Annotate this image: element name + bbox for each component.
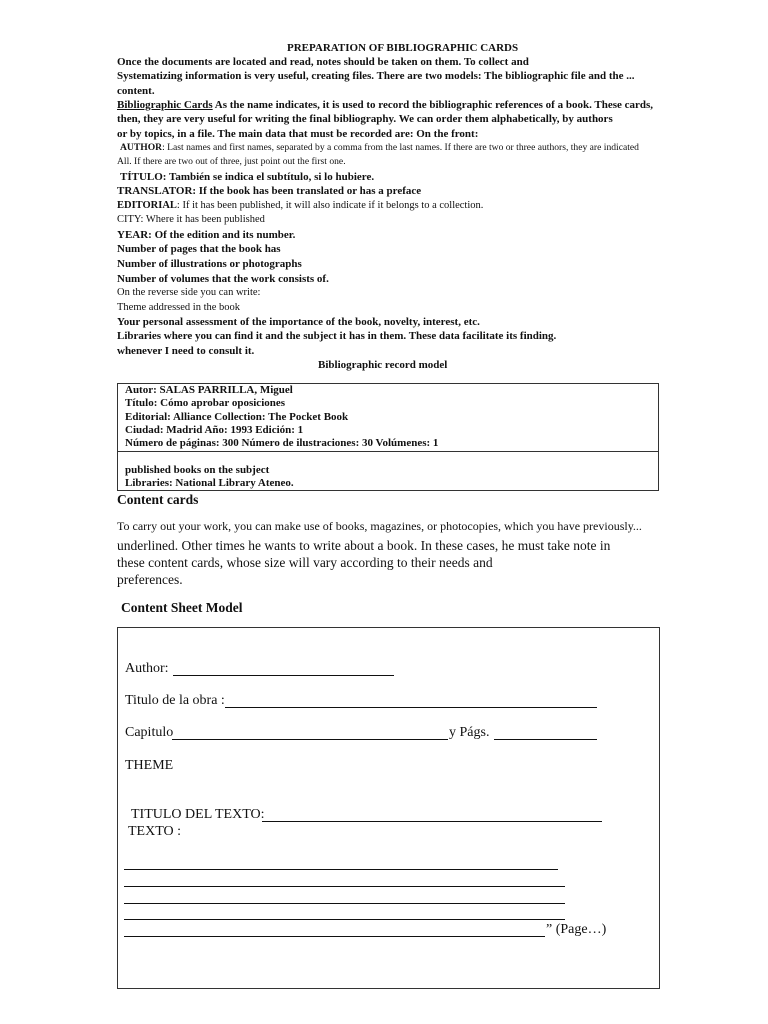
content-para-2: underlined. Other times he wants to write about a book. In these cases, he must take note in bbox=[117, 538, 611, 553]
sheet-page-ref: ” (Page…) bbox=[546, 922, 607, 937]
bib-line-3: or by topics, in a file. The main data that must be recorded are: On the front: bbox=[117, 128, 479, 140]
city-label: CITY bbox=[117, 214, 141, 225]
sheet-text-line-4 bbox=[124, 919, 565, 920]
sheet-text-line-3 bbox=[124, 903, 565, 904]
bib-heading: Bibliographic Cards bbox=[117, 99, 213, 111]
illustrations-line: Number of illustrations or photographs bbox=[117, 258, 302, 270]
city-line bbox=[117, 214, 265, 225]
sheet-text-line-2 bbox=[124, 886, 565, 887]
intro-line-2: Systematizing information is very useful, creating files. There are two models: The bibliographic file and the ... bbox=[117, 70, 635, 82]
intro-line-1: Once the documents are located and read, notes should be taken on them. To collect and bbox=[117, 56, 529, 68]
content-para-4: preferences. bbox=[117, 572, 183, 587]
content-para-1: To carry out your work, you can make use of books, magazines, or photocopies, which you have previously... bbox=[117, 519, 642, 533]
sheet-titulo-obra-label: Titulo de la obra : bbox=[125, 693, 225, 708]
card-ciudad: Ciudad: Madrid Año: 1993 Edición: 1 bbox=[125, 424, 304, 436]
sheet-text-line-1 bbox=[124, 869, 558, 870]
theme-line: Theme addressed in the book bbox=[117, 302, 241, 313]
reverse-line: On the reverse side you can write: bbox=[117, 287, 261, 298]
card-titulo: Título: Cómo aprobar oposiciones bbox=[125, 397, 286, 409]
translator-line: TRANSLATOR: If the book has been translated or has a preface bbox=[117, 185, 422, 197]
sheet-author-label: Author: bbox=[125, 661, 169, 676]
bib-line-1 bbox=[117, 99, 653, 111]
sheet-texto-label: TEXTO : bbox=[128, 824, 182, 839]
card-published: published books on the subject bbox=[125, 464, 270, 476]
year-line: YEAR: Of the edition and its number. bbox=[117, 229, 296, 241]
pages-line: Number of pages that the book has bbox=[117, 243, 281, 255]
sheet-titulo-texto-line bbox=[262, 821, 602, 822]
libraries-line-1: Libraries where you can find it and the subject it has in them. These data facilitate its finding. bbox=[117, 330, 557, 342]
card-autor: Autor: SALAS PARRILLA, Miguel bbox=[125, 384, 293, 396]
author-label: AUTHOR bbox=[120, 142, 163, 153]
editorial-text: : If it has been published, it will also indicate if it belongs to a collection. bbox=[176, 200, 484, 211]
author-text: : Last names and first names, separated by a comma from the last names. If there are two or three authors, they are indicated bbox=[162, 142, 639, 153]
content-sheet-heading: Content Sheet Model bbox=[121, 600, 243, 615]
card-divider bbox=[118, 451, 658, 452]
record-model-title: Bibliographic record model bbox=[318, 359, 448, 371]
intro-line-3: content. bbox=[117, 85, 155, 97]
sheet-pags-line bbox=[494, 739, 597, 740]
sheet-author-line bbox=[173, 675, 394, 676]
content-para-3: these content cards, whose size will vary according to their needs and bbox=[117, 555, 493, 570]
sheet-capitulo-label: Capitulo bbox=[125, 725, 174, 740]
bib-line-2: then, they are very useful for writing the final bibliography. We can order them alphabetically, by authors bbox=[117, 113, 613, 125]
editorial-label: EDITORIAL bbox=[117, 200, 177, 211]
author-line-2: All. If there are two out of three, just point out the first one. bbox=[117, 156, 346, 167]
card-numero: Número de páginas: 300 Número de ilustraciones: 30 Volúmenes: 1 bbox=[125, 437, 439, 449]
document-title: PREPARATION OF BIBLIOGRAPHIC CARDS bbox=[287, 42, 519, 54]
card-libraries: Libraries: National Library Ateneo. bbox=[125, 477, 294, 489]
libraries-line-2: whenever I need to consult it. bbox=[117, 345, 255, 357]
sheet-pags-label: y Págs. bbox=[449, 725, 490, 740]
sheet-theme-label: THEME bbox=[125, 758, 174, 773]
sheet-titulo-obra-line bbox=[225, 707, 597, 708]
editorial-line bbox=[117, 200, 483, 211]
sheet-text-line-5 bbox=[124, 936, 545, 937]
sheet-capitulo-line bbox=[172, 739, 448, 740]
titulo-line: TÍTULO: También se indica el subtítulo, si lo hubiere. bbox=[120, 171, 375, 183]
sheet-titulo-texto-label: TITULO DEL TEXTO: bbox=[131, 807, 265, 822]
card-editorial: Editorial: Alliance Collection: The Pocket Book bbox=[125, 411, 349, 423]
assessment-line: Your personal assessment of the importance of the book, novelty, interest, etc. bbox=[117, 316, 480, 328]
content-cards-heading: Content cards bbox=[117, 492, 199, 507]
volumes-line: Number of volumes that the work consists of. bbox=[117, 273, 329, 285]
author-line-1 bbox=[120, 142, 639, 153]
bib-line-1-text: As the name indicates, it is used to record the bibliographic references of a book. These cards, bbox=[212, 99, 654, 111]
city-text: : Where it has been published bbox=[140, 214, 265, 225]
